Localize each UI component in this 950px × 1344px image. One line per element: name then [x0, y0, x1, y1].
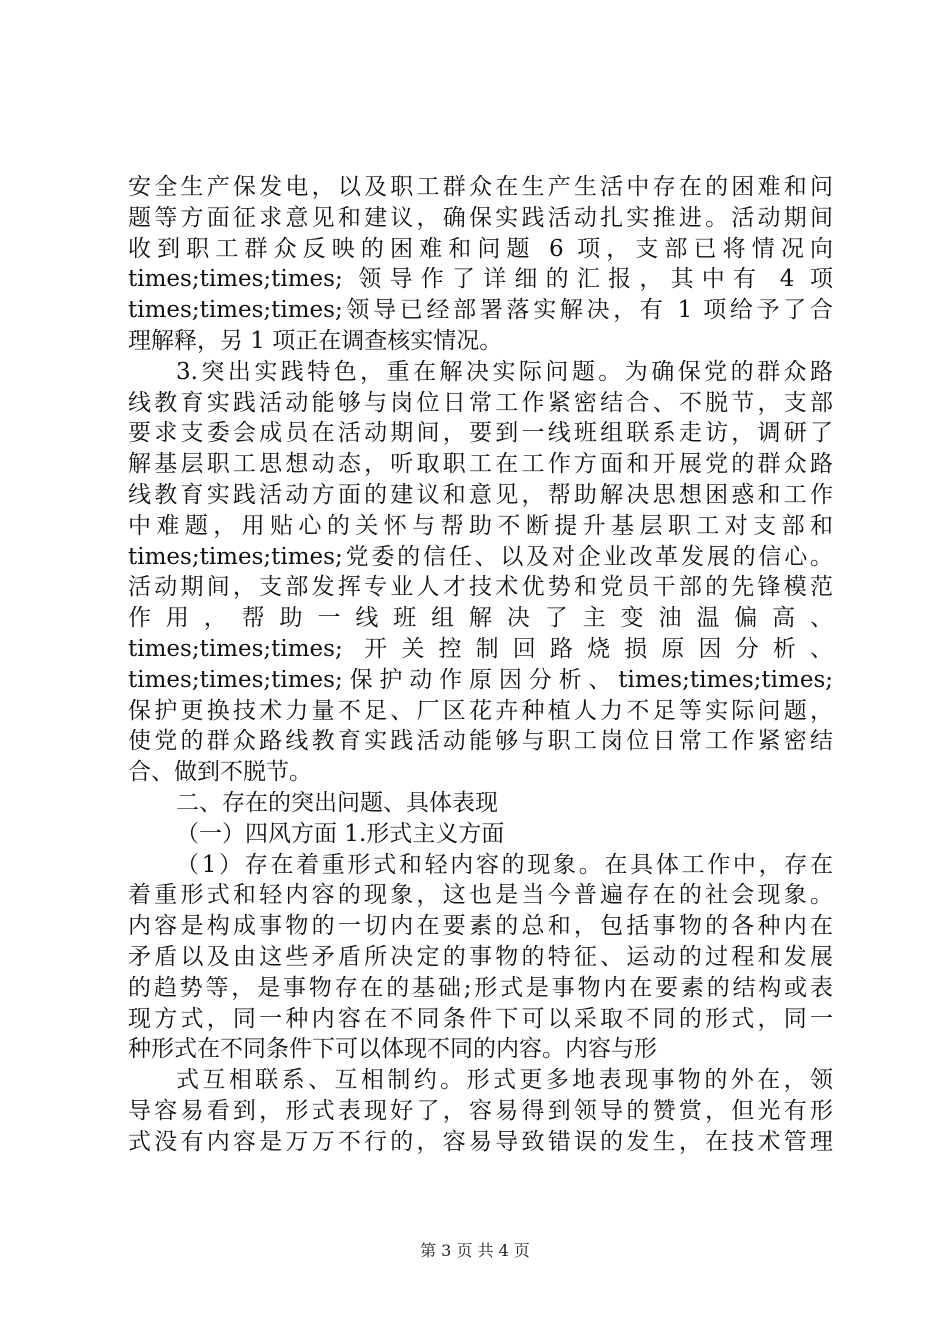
text-line: 作用，帮助一线班组解决了主变油温偏高、	[128, 605, 833, 632]
text-line: 要求支委会成员在活动期间，要到一线班组联系走访，调研了	[128, 420, 833, 447]
text-line: 线教育实践活动方面的建议和意见，帮助解决思想困惑和工作	[128, 481, 833, 508]
text-line: times;times;times; 开关控制回路烧损原因分析、	[128, 635, 833, 662]
text-line: 保护更换技术力量不足、厂区花卉种植人力不足等实际问题，	[128, 697, 833, 724]
text-line: times;times;times;保护动作原因分析、times;times;times;	[128, 666, 833, 693]
text-line: 理解释，另 1 项正在调查核实情况。	[128, 327, 503, 354]
text-line: 导容易看到，形式表现好了，容易得到领导的赞赏，但光有形	[128, 1097, 833, 1124]
text-line: 中难题，用贴心的关怀与帮助不断提升基层职工对支部和	[128, 512, 833, 539]
text-line: 矛盾以及由这些矛盾所决定的事物的特征、运动的过程和发展	[128, 943, 833, 970]
text-line: 的趋势等，是事物存在的基础;形式是事物内在要素的结构或表	[128, 974, 833, 1001]
text-line: times;times;times;领导已经部署落实解决，有 1 项给予了合	[128, 297, 833, 324]
document-body	[128, 172, 833, 1158]
text-line: times;times;times; 领导作了详细的汇报，其中有 4 项	[128, 266, 833, 293]
text-line: 着重形式和轻内容的现象，这也是当今普遍存在的社会现象。	[128, 882, 833, 909]
text-line: 式互相联系、互相制约。形式更多地表现事物的外在，领	[176, 1067, 833, 1094]
text-line: 使党的群众路线教育实践活动能够与职工岗位日常工作紧密结	[128, 728, 833, 755]
text-line: 内容是构成事物的一切内在要素的总和，包括事物的各种内在	[128, 913, 833, 940]
text-line: 3.突出实践特色，重在解决实际问题。为确保党的群众路	[176, 358, 833, 385]
text-line: （1）存在着重形式和轻内容的现象。在具体工作中，存在	[176, 851, 833, 878]
text-line: （一）四风方面 1.形式主义方面	[176, 820, 505, 847]
text-line: 合、做到不脱节。	[128, 759, 312, 786]
text-line: 式没有内容是万万不行的，容易导致错误的发生，在技术管理	[128, 1128, 833, 1155]
text-line: times;times;times;党委的信任、以及对企业改革发展的信心。	[128, 543, 833, 570]
text-line: 种形式在不同条件下可以体现不同的内容。内容与形	[128, 1036, 657, 1063]
text-line: 二、存在的突出问题、具体表现	[176, 789, 498, 816]
text-line: 活动期间，支部发挥专业人才技术优势和党员干部的先锋模范	[128, 574, 833, 601]
text-line: 题等方面征求意见和建议，确保实践活动扎实推进。活动期间	[128, 204, 833, 231]
page-footer: 第 3 页 共 4 页	[420, 1241, 530, 1260]
text-line: 现方式，同一种内容在不同条件下可以采取不同的形式，同一	[128, 1005, 833, 1032]
text-line: 安全生产保发电，以及职工群众在生产生活中存在的困难和问	[128, 174, 833, 200]
text-line: 线教育实践活动能够与岗位日常工作紧密结合、不脱节，支部	[128, 389, 833, 416]
text-line: 解基层职工思想动态，听取职工在工作方面和开展党的群众路	[128, 451, 833, 478]
text-line: 收到职工群众反映的困难和问题 6 项，支部已将情况向	[128, 235, 833, 262]
